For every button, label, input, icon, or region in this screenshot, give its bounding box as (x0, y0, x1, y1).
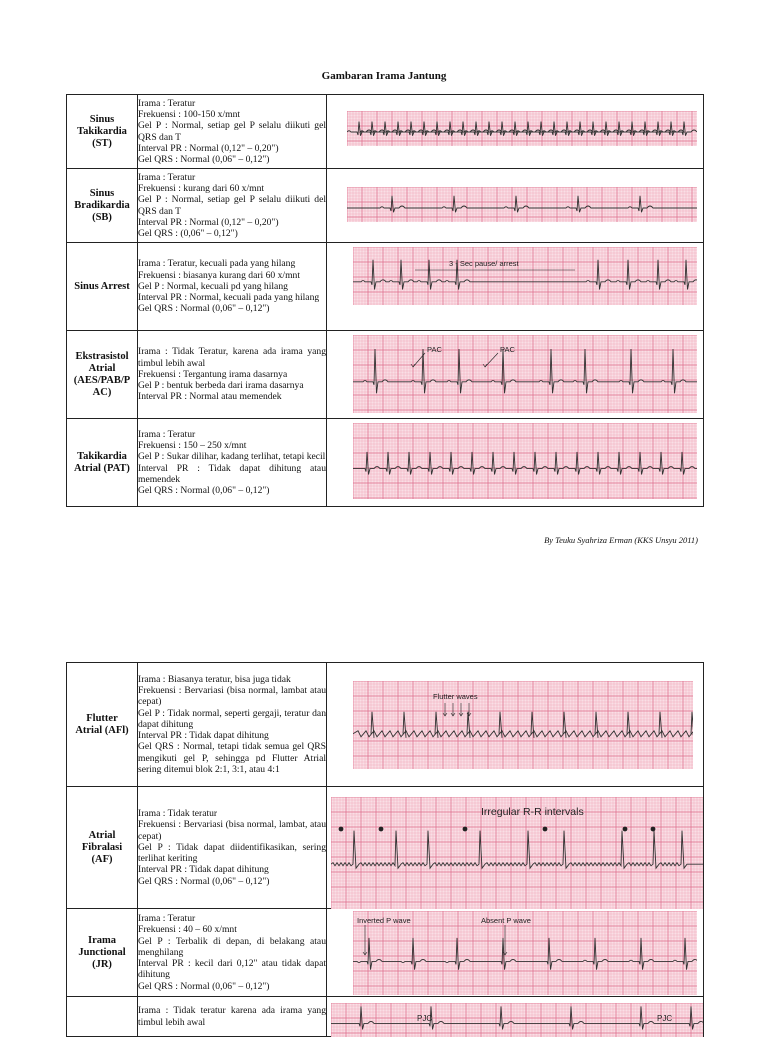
rhythm-name (67, 663, 138, 787)
description-line: Frekuensi : 40 – 60 x/mnt (138, 924, 237, 936)
rhythm-description (138, 169, 327, 243)
rhythm-row (67, 331, 704, 419)
rhythm-name-line: Ekstrasistol (75, 350, 129, 362)
rhythm-name-line: Junctional (78, 946, 126, 958)
rhythm-name-line: Sinus (89, 113, 115, 125)
ecg-annotation: 3 - Sec pause/ arrest (449, 259, 519, 268)
rhythm-name-line: Sinus Arrest (74, 280, 130, 292)
rhythm-name-line: (JR) (92, 958, 112, 970)
rhythm-description (138, 331, 327, 419)
rhythm-name-line: Bradikardia (74, 199, 130, 211)
description-line: Gel P : bentuk berbeda dari irama dasarnya (138, 380, 304, 392)
r-wave-marker-icon (651, 827, 656, 832)
rhythm-row (67, 95, 704, 169)
description-line: Gel QRS : (0,06" – 0,12") (138, 227, 238, 239)
description-line: Irama : Teratur (138, 913, 196, 925)
ecg-cell (327, 787, 704, 909)
rhythm-name-line: Irama (88, 934, 116, 946)
ecg-cell (327, 909, 704, 997)
rhythm-row (67, 419, 704, 507)
rhythm-name (67, 997, 138, 1037)
rhythm-row (67, 997, 704, 1037)
rhythm-name-line: (AES/PAB/P (73, 374, 131, 386)
rhythm-name-line: Fibralasi (81, 841, 123, 853)
description-line: Interval PR : kecil dari 0,12" atau tidak dapat dihitung (138, 958, 326, 981)
ecg-strip (353, 681, 693, 769)
description-line: Irama : Teratur (138, 428, 196, 440)
description-line: Gel QRS : Normal (0,06" – 0,12") (138, 484, 270, 496)
rhythm-row (67, 787, 704, 909)
description-line: Gel P : Normal, setiap gel P selalu diikuti gel QRS dan T (138, 120, 326, 143)
description-line: Irama : Teratur (138, 171, 196, 183)
rhythm-name (67, 419, 138, 507)
rhythm-description (138, 909, 327, 997)
rhythm-description (138, 663, 327, 787)
ecg-cell (327, 95, 704, 169)
ecg-annotation: Inverted P wave (357, 916, 411, 925)
ecg-strip (353, 911, 697, 995)
rhythm-name-line: (AF) (91, 853, 113, 865)
rhythm-name (67, 331, 138, 419)
description-line: Interval PR : Tidak dapat dihitung (138, 864, 269, 876)
rhythm-row (67, 169, 704, 243)
description-line: Interval PR : Tidak dapat dihitung (138, 730, 269, 742)
description-line: Interval PR : Tidak dapat dihitung atau memendek (138, 462, 326, 485)
description-line: Gel QRS : Normal (0,06" – 0,12") (138, 875, 270, 887)
r-wave-marker-icon (339, 827, 344, 832)
rhythm-name-line: (ST) (92, 137, 112, 149)
description-line: Frekuensi : biasanya kurang dari 60 x/mnt (138, 269, 300, 281)
description-line: Interval PR : Normal atau memendek (138, 391, 282, 403)
rhythm-name-line: Atrial (88, 362, 116, 374)
rhythm-name-line: Takikardia (77, 450, 127, 462)
rhythm-row (67, 909, 704, 997)
rhythm-name-line: Takikardia (77, 125, 127, 137)
description-line: Gel P : Sukar dilihar, kadang terlihat, tetapi kecil (138, 451, 326, 463)
description-line: Interval PR : Normal (0,12" – 0,20") (138, 216, 279, 228)
rhythm-description (138, 997, 327, 1037)
rhythm-name-line: (SB) (92, 211, 112, 223)
description-line: Gel QRS : Normal (0,06" – 0,12") (138, 303, 270, 315)
rhythm-row (67, 663, 704, 787)
author-credit: By Teuku Syahriza Erman (KKS Unsyu 2011) (544, 535, 698, 545)
ecg-cell (327, 419, 704, 507)
description-line: Gel P : Tidak dapat diidentifikasikan, sering terlihat keriting (138, 841, 326, 865)
ecg-cell (327, 331, 704, 419)
ecg-annotation: Irregular R-R intervals (481, 806, 584, 818)
r-wave-marker-icon (379, 827, 384, 832)
ecg-cell (327, 997, 704, 1037)
description-line: Interval PR : Normal (0,12" – 0,20") (138, 142, 279, 154)
description-line: Gel QRS : Normal (0,06" – 0,12") (138, 980, 270, 992)
ecg-strip (353, 423, 697, 499)
r-wave-marker-icon (463, 827, 468, 832)
rhythm-description (138, 787, 327, 909)
description-line: Frekuensi : kurang dari 60 x/mnt (138, 183, 265, 195)
description-line: Frekuensi : 100-150 x/mnt (138, 109, 241, 121)
description-line: Frekuensi : 150 – 250 x/mnt (138, 440, 247, 452)
ecg-cell (327, 169, 704, 243)
ecg-annotation: PJC (417, 1014, 433, 1023)
rhythm-row (67, 243, 704, 331)
page-title: Gambaran Irama Jantung (321, 70, 447, 82)
rhythm-description (138, 419, 327, 507)
ecg-cell (327, 663, 704, 787)
description-line: Frekuensi : Bervariasi (bisa normal, lambat, atau cepat) (138, 819, 326, 842)
ecg-annotation: Absent P wave (481, 916, 531, 925)
description-line: Interval PR : Normal, kecuali pada yang hilang (138, 292, 320, 304)
rhythm-name (67, 243, 138, 331)
ecg-strip (331, 1003, 703, 1037)
ecg-strip (347, 187, 697, 222)
ecg-annotation: PAC (500, 345, 515, 354)
description-line: Gel P : Terbalik di depan, di belakang atau menghilang (138, 935, 326, 958)
rhythm-name-line: Atrial (AFl) (75, 724, 129, 736)
rhythm-name-line: AC) (92, 386, 112, 398)
rhythm-name (67, 909, 138, 997)
description-line: Gel P : Normal, kecuali pd yang hilang (138, 280, 288, 292)
rhythm-name-line: Flutter (86, 712, 118, 724)
ecg-strip (353, 247, 697, 305)
ecg-cell (327, 243, 704, 331)
description-line: Irama : Teratur (138, 97, 196, 109)
rhythm-name (67, 787, 138, 909)
description-line: Gel QRS : Normal, tetapi tidak semua gel QRS mengikuti gel P, sehingga pd Flutter Atrial sering ditemui blok 2:1, 3:1, atau 4:1 (138, 741, 326, 775)
description-line: Irama : Tidak teratur karena ada irama yang timbul lebih awal (138, 1005, 326, 1028)
description-line: Irama : Tidak Teratur, karena ada irama yang timbul lebih awal (138, 346, 326, 369)
rhythm-name-line: Atrial (88, 829, 116, 841)
ecg-strip (347, 111, 697, 146)
rhythm-description (138, 243, 327, 331)
description-line: Gel QRS : Normal (0,06" – 0,12") (138, 153, 270, 165)
description-line: Irama : Teratur, kecuali pada yang hilang (138, 258, 296, 270)
ecg-strip (353, 335, 697, 413)
rhythm-table-2 (66, 662, 704, 1037)
ecg-annotation: PJC (657, 1014, 673, 1023)
description-line: Gel P : Tidak normal, seperti gergaji, teratur dan dapat dihitung (138, 707, 326, 730)
description-line: Irama : Tidak teratur (138, 808, 218, 820)
description-line: Frekuensi : Bervariasi (bisa normal, lambat atau cepat) (138, 685, 326, 708)
rhythm-description (138, 95, 327, 169)
rhythm-table-1 (66, 94, 704, 507)
r-wave-marker-icon (543, 827, 548, 832)
rhythm-name (67, 95, 138, 169)
rhythm-name-line: Sinus (89, 187, 115, 199)
description-line: Irama : Biasanya teratur, bisa juga tidak (138, 674, 291, 686)
description-line: Gel P : Normal, setiap gel P selalu diikuti del QRS dan T (138, 194, 326, 217)
rhythm-name-line: Atrial (PAT) (74, 462, 130, 474)
description-line: Frekuensi : Tergantung irama dasarnya (138, 368, 288, 380)
ecg-strip (331, 797, 703, 909)
ecg-annotation: PAC (427, 345, 442, 354)
rhythm-name (67, 169, 138, 243)
r-wave-marker-icon (623, 827, 628, 832)
ecg-annotation: Flutter waves (433, 692, 478, 701)
